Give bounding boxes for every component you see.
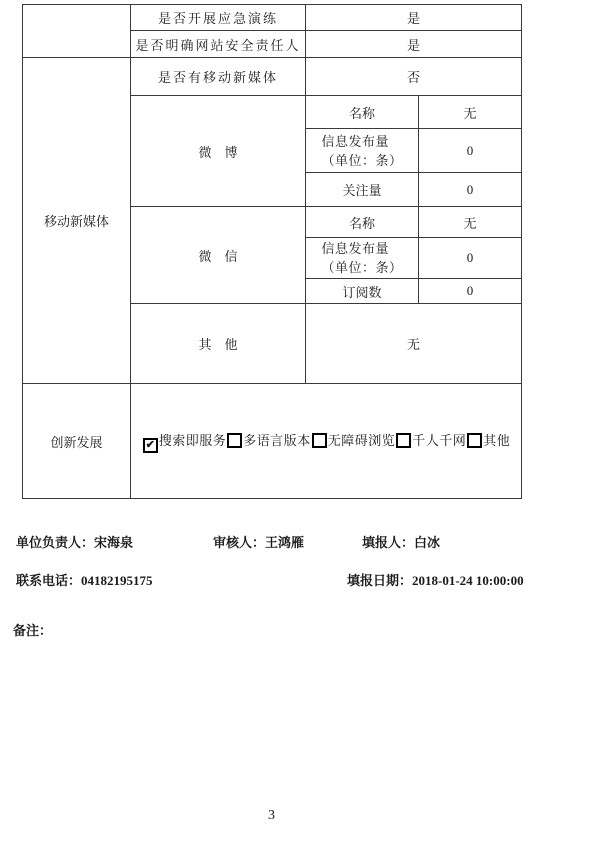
weibo-name-label: 名称	[306, 96, 419, 129]
auditor-label: 审核人：	[213, 535, 266, 550]
security-officer-label: 是否明确网站安全责任人	[131, 31, 306, 58]
checkbox-multilanguage[interactable]	[227, 433, 242, 448]
wechat-subscribers-label: 订阅数	[306, 279, 419, 304]
wechat-subscribers-value: 0	[419, 279, 522, 304]
weibo-label: 微 博	[131, 96, 306, 207]
remarks-label: 备注：	[13, 623, 53, 638]
has-mobile-media-value: 否	[306, 58, 522, 96]
wechat-name-value: 无	[419, 207, 522, 238]
report-date	[347, 570, 524, 589]
auditor-value: 王鸿雁	[265, 535, 305, 550]
filler-value: 白冰	[414, 535, 441, 550]
table-row	[23, 5, 522, 31]
wechat-posts-label	[306, 238, 419, 279]
weibo-posts-value: 0	[419, 129, 522, 173]
checkbox-search-service[interactable]: ✔	[143, 438, 158, 453]
option-label-other: 其他	[483, 432, 511, 448]
unit-responsible-label: 单位负责人：	[16, 535, 95, 550]
innovation-options-row	[142, 432, 511, 451]
checkbox-personalized[interactable]	[396, 433, 411, 448]
other-media-label: 其 他	[131, 304, 306, 384]
weibo-followers-label: 关注量	[306, 173, 419, 207]
has-mobile-media-label: 是否有移动新媒体	[131, 58, 306, 96]
emergency-drill-value: 是	[306, 5, 522, 31]
contact-phone-label: 联系电话：	[16, 573, 82, 588]
option-label-accessibility: 无障碍浏览	[327, 432, 396, 448]
contact-phone	[16, 570, 153, 589]
weibo-posts-label-text: 信息发布量 （单位：条）	[321, 133, 403, 168]
unit-responsible	[16, 532, 133, 551]
emergency-drill-label: 是否开展应急演练	[131, 5, 306, 31]
security-officer-value: 是	[306, 31, 522, 58]
wechat-posts-value: 0	[419, 238, 522, 279]
auditor	[213, 532, 304, 551]
filler-label: 填报人：	[362, 535, 415, 550]
innovation-options-cell	[131, 384, 522, 499]
report-table	[22, 4, 522, 499]
wechat-name-label: 名称	[306, 207, 419, 238]
page-number: 3	[268, 808, 275, 823]
mobile-media-section-label: 移动新媒体	[23, 58, 131, 384]
unit-responsible-value: 宋海泉	[94, 535, 134, 550]
table-row	[23, 58, 522, 96]
table-row	[23, 384, 522, 499]
report-date-value: 2018-01-24 10:00:00	[412, 573, 524, 588]
wechat-label: 微 信	[131, 207, 306, 304]
weibo-posts-label	[306, 129, 419, 173]
checkbox-accessibility[interactable]	[312, 433, 327, 448]
wechat-posts-label-text: 信息发布量 （单位：条）	[321, 241, 403, 275]
other-media-value: 无	[306, 304, 522, 384]
cell-topleft-empty	[23, 5, 131, 58]
filler	[362, 532, 440, 551]
weibo-name-value: 无	[419, 96, 522, 129]
contact-phone-value: 04182195175	[81, 573, 153, 588]
report-date-label: 填报日期：	[347, 573, 413, 588]
option-label-search-service: 搜索即服务	[158, 432, 227, 448]
checkbox-other[interactable]	[467, 433, 482, 448]
option-label-multilanguage: 多语言版本	[243, 432, 311, 448]
weibo-followers-value: 0	[419, 173, 522, 207]
innovation-section-label: 创新发展	[23, 384, 131, 499]
option-label-personalized: 千人千网	[412, 432, 467, 448]
